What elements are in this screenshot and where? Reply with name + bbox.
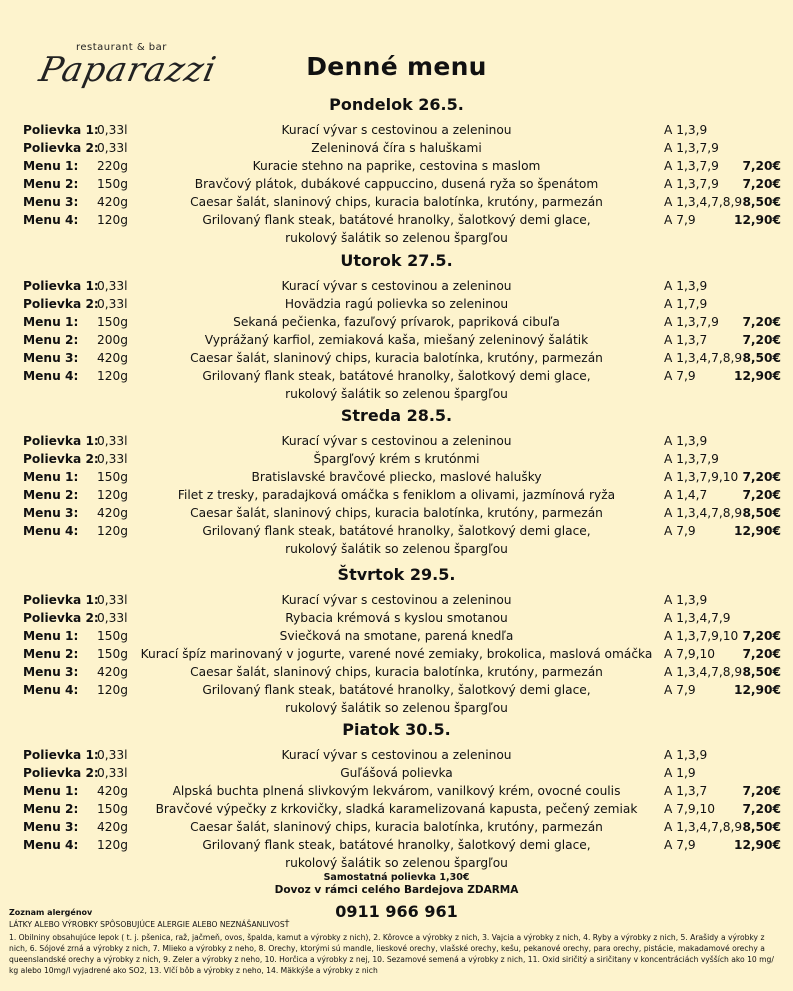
page-title: Denné menu	[306, 52, 487, 81]
menu-dish: Kurací vývar s cestovinou a zeleninou	[281, 279, 512, 293]
menu-allergens: A 1,9	[664, 766, 696, 780]
menu-price: 7,20€	[742, 802, 781, 816]
menu-allergens: A 1,3,7,9	[664, 452, 719, 466]
menu-row	[0, 504, 793, 522]
menu-allergens: A 1,3,7	[664, 333, 708, 347]
menu-label: Menu 4:	[23, 524, 79, 538]
menu-label: Menu 3:	[23, 820, 79, 834]
menu-row	[0, 139, 793, 157]
menu-label: Menu 3:	[23, 351, 79, 365]
menu-label: Polievka 2:	[23, 611, 99, 625]
menu-allergens: A 1,4,7	[664, 488, 708, 502]
menu-allergens: A 1,3,7	[664, 784, 708, 798]
menu-price: 7,20€	[742, 177, 781, 191]
menu-amount: 0,33l	[97, 434, 128, 448]
menu-label: Polievka 1:	[23, 123, 99, 137]
phone-number: 0911 966 961	[335, 902, 458, 921]
menu-row	[0, 836, 793, 854]
menu-allergens: A 7,9	[664, 524, 696, 538]
menu-dish: Kurací špíz marinovaný v jogurte, varené nové zemiaky, brokolica, maslová omáčka	[140, 647, 653, 661]
menu-amount: 220g	[97, 159, 128, 173]
menu-label: Menu 4:	[23, 838, 79, 852]
menu-allergens: A 1,3,4,7,8,9	[664, 665, 743, 679]
menu-price: 12,90€	[733, 683, 781, 697]
menu-row	[0, 121, 793, 139]
logo-wordmark: Paparazzi	[35, 50, 221, 90]
menu-label: Menu 2:	[23, 177, 79, 191]
menu-row	[0, 175, 793, 193]
menu-amount: 150g	[97, 315, 128, 329]
menu-amount: 150g	[97, 470, 128, 484]
menu-allergens: A 1,3,7,9	[664, 177, 719, 191]
menu-allergens: A 1,3,9	[664, 593, 708, 607]
menu-label: Menu 1:	[23, 470, 79, 484]
menu-label: Menu 4:	[23, 213, 79, 227]
menu-dish: Caesar šalát, slaninový chips, kuracia balotínka, krutóny, parmezán	[190, 195, 603, 209]
day-title: Piatok 30.5.	[342, 720, 451, 739]
menu-amount: 0,33l	[97, 593, 128, 607]
menu-price: 12,90€	[733, 369, 781, 383]
menu-price: 12,90€	[733, 213, 781, 227]
menu-row	[0, 522, 793, 540]
menu-label: Polievka 2:	[23, 141, 99, 155]
menu-allergens: A 7,9	[664, 213, 696, 227]
menu-dish: Kurací vývar s cestovinou a zeleninou	[281, 748, 512, 762]
menu-row	[0, 591, 793, 609]
menu-row	[0, 349, 793, 367]
menu-dish: Alpská buchta plnená slivkovým lekvárom, vanilkový krém, ovocné coulis	[172, 784, 621, 798]
menu-dish: Kurací vývar s cestovinou a zeleninou	[281, 434, 512, 448]
menu-dish: Sviečková na smotane, parená knedľa	[279, 629, 514, 643]
menu-row	[0, 468, 793, 486]
menu-amount: 0,33l	[97, 766, 128, 780]
menu-price: 7,20€	[742, 647, 781, 661]
menu-dish-continuation: rukolový šalátik so zelenou špargľou	[285, 542, 508, 556]
menu-price: 12,90€	[733, 838, 781, 852]
menu-dish: Vyprážaný karfiol, zemiaková kaša, miešaný zeleninový šalátik	[204, 333, 589, 347]
menu-row	[0, 681, 793, 699]
menu-amount: 120g	[97, 838, 128, 852]
menu-allergens: A 1,3,9	[664, 279, 708, 293]
menu-dish: Bravčový plátok, dubákové cappuccino, dusená ryža so špenátom	[194, 177, 599, 191]
menu-row	[0, 295, 793, 313]
menu-price: 7,20€	[742, 488, 781, 502]
allergens-subtitle: LÁTKY ALEBO VÝROBKY SPÔSOBUJÚCE ALERGIE ALEBO NEZNÁŠANLIVOSŤ	[9, 920, 290, 929]
menu-row	[0, 277, 793, 295]
menu-label: Polievka 1:	[23, 434, 99, 448]
menu-price: 8,50€	[742, 506, 781, 520]
delivery-note: Dovoz v rámci celého Bardejova ZDARMA	[274, 884, 519, 896]
menu-label: Polievka 1:	[23, 279, 99, 293]
menu-price: 7,20€	[742, 629, 781, 643]
menu-price: 8,50€	[742, 195, 781, 209]
menu-price: 12,90€	[733, 524, 781, 538]
menu-row	[0, 486, 793, 504]
menu-amount: 0,33l	[97, 611, 128, 625]
menu-label: Polievka 1:	[23, 748, 99, 762]
menu-amount: 420g	[97, 665, 128, 679]
menu-label: Menu 3:	[23, 195, 79, 209]
menu-amount: 120g	[97, 213, 128, 227]
menu-dish: Filet z tresky, paradajková omáčka s feniklom a olivami, jazmínová ryža	[177, 488, 616, 502]
soup-price-note: Samostatná polievka 1,30€	[323, 872, 470, 883]
menu-dish: Bravčové výpečky z krkovičky, sladká karamelizovaná kapusta, pečený zemiak	[155, 802, 638, 816]
menu-allergens: A 1,3,7,9	[664, 159, 719, 173]
menu-price: 7,20€	[742, 315, 781, 329]
menu-row	[0, 609, 793, 627]
menu-amount: 0,33l	[97, 123, 128, 137]
menu-label: Polievka 2:	[23, 297, 99, 311]
menu-dish: Grilovaný flank steak, batátové hranolky, šalotkový demi glace,	[202, 369, 591, 383]
menu-label: Menu 2:	[23, 488, 79, 502]
menu-dish: Caesar šalát, slaninový chips, kuracia balotínka, krutóny, parmezán	[190, 820, 603, 834]
menu-dish-continuation: rukolový šalátik so zelenou špargľou	[285, 701, 508, 715]
menu-row	[0, 746, 793, 764]
menu-dish: Kuracie stehno na paprike, cestovina s maslom	[252, 159, 541, 173]
menu-allergens: A 1,3,7,9,10	[664, 629, 739, 643]
menu-dish: Kurací vývar s cestovinou a zeleninou	[281, 593, 512, 607]
menu-dish: Grilovaný flank steak, batátové hranolky, šalotkový demi glace,	[202, 213, 591, 227]
menu-dish: Zeleninová číra s haluškami	[311, 141, 482, 155]
menu-dish: Špargľový krém s krutónmi	[313, 452, 480, 466]
menu-amount: 200g	[97, 333, 128, 347]
menu-allergens: A 7,9,10	[664, 802, 715, 816]
day-title: Pondelok 26.5.	[329, 95, 464, 114]
menu-price: 7,20€	[742, 159, 781, 173]
menu-label: Menu 3:	[23, 506, 79, 520]
menu-row	[0, 663, 793, 681]
allergens-title: Zoznam alergénov	[9, 908, 93, 917]
menu-amount: 0,33l	[97, 297, 128, 311]
menu-label: Menu 4:	[23, 683, 79, 697]
menu-allergens: A 1,3,4,7,8,9	[664, 506, 743, 520]
menu-dish: Caesar šalát, slaninový chips, kuracia balotínka, krutóny, parmezán	[190, 351, 603, 365]
menu-amount: 150g	[97, 629, 128, 643]
menu-dish: Rybacia krémová s kyslou smotanou	[285, 611, 508, 625]
menu-allergens: A 1,7,9	[664, 297, 708, 311]
menu-allergens: A 1,3,9	[664, 434, 708, 448]
menu-dish: Kurací vývar s cestovinou a zeleninou	[281, 123, 512, 137]
menu-row	[0, 331, 793, 349]
menu-row	[0, 645, 793, 663]
menu-row	[0, 800, 793, 818]
menu-dish: Grilovaný flank steak, batátové hranolky, šalotkový demi glace,	[202, 524, 591, 538]
menu-price: 8,50€	[742, 820, 781, 834]
menu-label: Menu 1:	[23, 315, 79, 329]
menu-label: Menu 2:	[23, 333, 79, 347]
menu-row	[0, 432, 793, 450]
menu-allergens: A 1,3,4,7,9	[664, 611, 731, 625]
menu-amount: 420g	[97, 820, 128, 834]
menu-dish: Grilovaný flank steak, batátové hranolky, šalotkový demi glace,	[202, 838, 591, 852]
menu-price: 7,20€	[742, 333, 781, 347]
menu-allergens: A 7,9,10	[664, 647, 715, 661]
menu-label: Menu 3:	[23, 665, 79, 679]
menu-dish: Bratislavské bravčové pliecko, maslové halušky	[251, 470, 542, 484]
day-title: Utorok 27.5.	[340, 251, 453, 270]
menu-allergens: A 1,3,4,7,8,9	[664, 351, 743, 365]
menu-amount: 420g	[97, 351, 128, 365]
menu-row	[0, 764, 793, 782]
menu-amount: 420g	[97, 784, 128, 798]
day-title: Streda 28.5.	[340, 406, 453, 425]
menu-amount: 120g	[97, 369, 128, 383]
menu-allergens: A 1,3,4,7,8,9	[664, 820, 743, 834]
menu-dish: Caesar šalát, slaninový chips, kuracia balotínka, krutóny, parmezán	[190, 665, 603, 679]
menu-row	[0, 627, 793, 645]
day-title: Štvrtok 29.5.	[337, 565, 456, 584]
menu-amount: 0,33l	[97, 141, 128, 155]
menu-amount: 150g	[97, 647, 128, 661]
menu-price: 7,20€	[742, 784, 781, 798]
menu-amount: 0,33l	[97, 452, 128, 466]
menu-row	[0, 782, 793, 800]
menu-amount: 120g	[97, 683, 128, 697]
menu-allergens: A 7,9	[664, 838, 696, 852]
menu-amount: 0,33l	[97, 279, 128, 293]
menu-allergens: A 7,9	[664, 683, 696, 697]
menu-dish: Guľášová polievka	[340, 766, 453, 780]
menu-dish-continuation: rukolový šalátik so zelenou špargľou	[285, 231, 508, 245]
menu-price: 8,50€	[742, 665, 781, 679]
menu-label: Polievka 2:	[23, 766, 99, 780]
menu-price: 8,50€	[742, 351, 781, 365]
menu-row	[0, 818, 793, 836]
menu-row	[0, 211, 793, 229]
menu-amount: 120g	[97, 524, 128, 538]
menu-allergens: A 1,3,4,7,8,9	[664, 195, 743, 209]
menu-price: 7,20€	[742, 470, 781, 484]
menu-label: Menu 1:	[23, 784, 79, 798]
menu-row	[0, 450, 793, 468]
menu-label: Polievka 1:	[23, 593, 99, 607]
menu-amount: 150g	[97, 177, 128, 191]
menu-dish: Grilovaný flank steak, batátové hranolky, šalotkový demi glace,	[202, 683, 591, 697]
logo-tagline: restaurant & bar	[76, 42, 167, 53]
menu-amount: 0,33l	[97, 748, 128, 762]
menu-dish-continuation: rukolový šalátik so zelenou špargľou	[285, 387, 508, 401]
menu-amount: 420g	[97, 195, 128, 209]
menu-label: Menu 4:	[23, 369, 79, 383]
menu-dish-continuation: rukolový šalátik so zelenou špargľou	[285, 856, 508, 870]
menu-row	[0, 367, 793, 385]
menu-row	[0, 313, 793, 331]
menu-allergens: A 1,3,9	[664, 123, 708, 137]
menu-dish: Caesar šalát, slaninový chips, kuracia balotínka, krutóny, parmezán	[190, 506, 603, 520]
menu-row	[0, 193, 793, 211]
allergens-list: 1. Obilniny obsahujúce lepok ( t. j. pšenica, raž, jačmeň, ovos, špalda, kamut a výrobky z nich), 2. Kôrovce a výrobky z nich, 3. Vajcia a výrobky z nich, 4. Ryby a výrobky z nich, 5. Arašidy a výrobky z nich, 6. Sójové zrná a výrobky z nich, 7. Mlieko a výrobky z neho, 8. Orechy, ktorými sú mandle, lieskové orechy, vlašské orechy, kešu, pekanové orechy, para orechy, pistácie, makadamové orechy a queenslandské orechy a výrobky z nich, 9. Zeler a výrobky z neho, 10. Horčica a výrobky z nej, 10. Sezamové semená a výrobky z nich, 11. Oxid siričitý a siričitany v koncentráciách vyšších ako 10 mg/ kg alebo 10mg/l vyjadrené ako SO2, 13. Vlčí bôb a výrobky z neho, 14. Mäkkýše a výrobky z nich	[9, 933, 774, 975]
menu-label: Menu 2:	[23, 647, 79, 661]
menu-label: Polievka 2:	[23, 452, 99, 466]
menu-label: Menu 2:	[23, 802, 79, 816]
menu-amount: 120g	[97, 488, 128, 502]
menu-dish: Hovädzia ragú polievka so zeleninou	[284, 297, 509, 311]
menu-allergens: A 1,3,7,9	[664, 141, 719, 155]
menu-allergens: A 1,3,9	[664, 748, 708, 762]
menu-allergens: A 7,9	[664, 369, 696, 383]
menu-label: Menu 1:	[23, 629, 79, 643]
menu-amount: 150g	[97, 802, 128, 816]
menu-dish: Sekaná pečienka, fazuľový prívarok, papriková cibuľa	[233, 315, 560, 329]
menu-allergens: A 1,3,7,9	[664, 315, 719, 329]
menu-row	[0, 157, 793, 175]
menu-amount: 420g	[97, 506, 128, 520]
menu-label: Menu 1:	[23, 159, 79, 173]
menu-allergens: A 1,3,7,9,10	[664, 470, 739, 484]
